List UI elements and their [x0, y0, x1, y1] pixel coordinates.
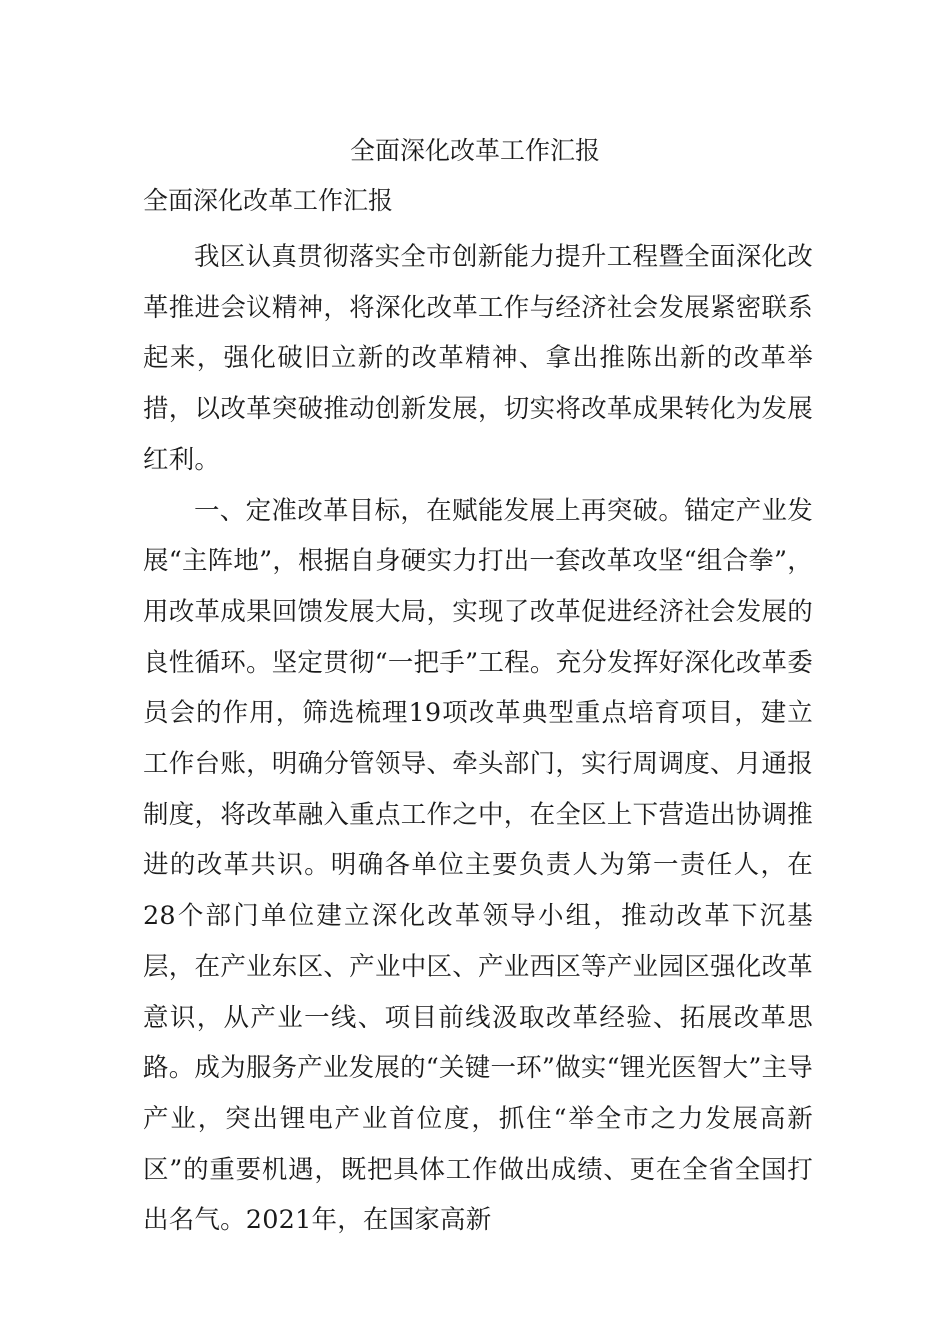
document-body [143, 232, 813, 1246]
document-title: 全面深化改革工作汇报 [349, 136, 600, 165]
paragraph-intro: 我区认真贯彻落实全市创新能力提升工程暨全面深化改革推进会议精神，将深化改革工作与经济社会发展紧密联系起来，强化破旧立新的改革精神、拿出推陈出新的改革举措，以改革突破推动创新发展，切实将改革成果转化为发展红利。 [143, 242, 813, 475]
document-subtitle: 全面深化改革工作汇报 [143, 186, 394, 215]
paragraph-section-one: 一、定准改革目标，在赋能发展上再突破。锚定产业发展“主阵地”，根据自身硬实力打出一套改革攻坚“组合拳”，用改革成果回馈发展大局，实现了改革促进经济社会发展的良性循环。坚定贯彻“一把手”工程。充分发挥好深化改革委员会的作用，筛选梳理19项改革典型重点培育项目，建立工作台账，明确分管领导、牵头部门，实行周调度、月通报制度，将改革融入重点工作之中，在全区上下营造出协调推进的改革共识。明确各单位主要负责人为第一责任人，在28个部门单位建立深化改革领导小组，推动改革下沉基层，在产业东区、产业中区、产业西区等产业园区强化改革意识，从产业一线、项目前线汲取改革经验、拓展改革思路。成为服务产业发展的“关键一环”做实“锂光医智大”主导产业，突出锂电产业首位度，抓住“举全市之力发展高新区”的重要机遇，既把具体工作做出成绩、更在全省全国打出名气。2021年，在国家高新 [143, 495, 813, 1236]
